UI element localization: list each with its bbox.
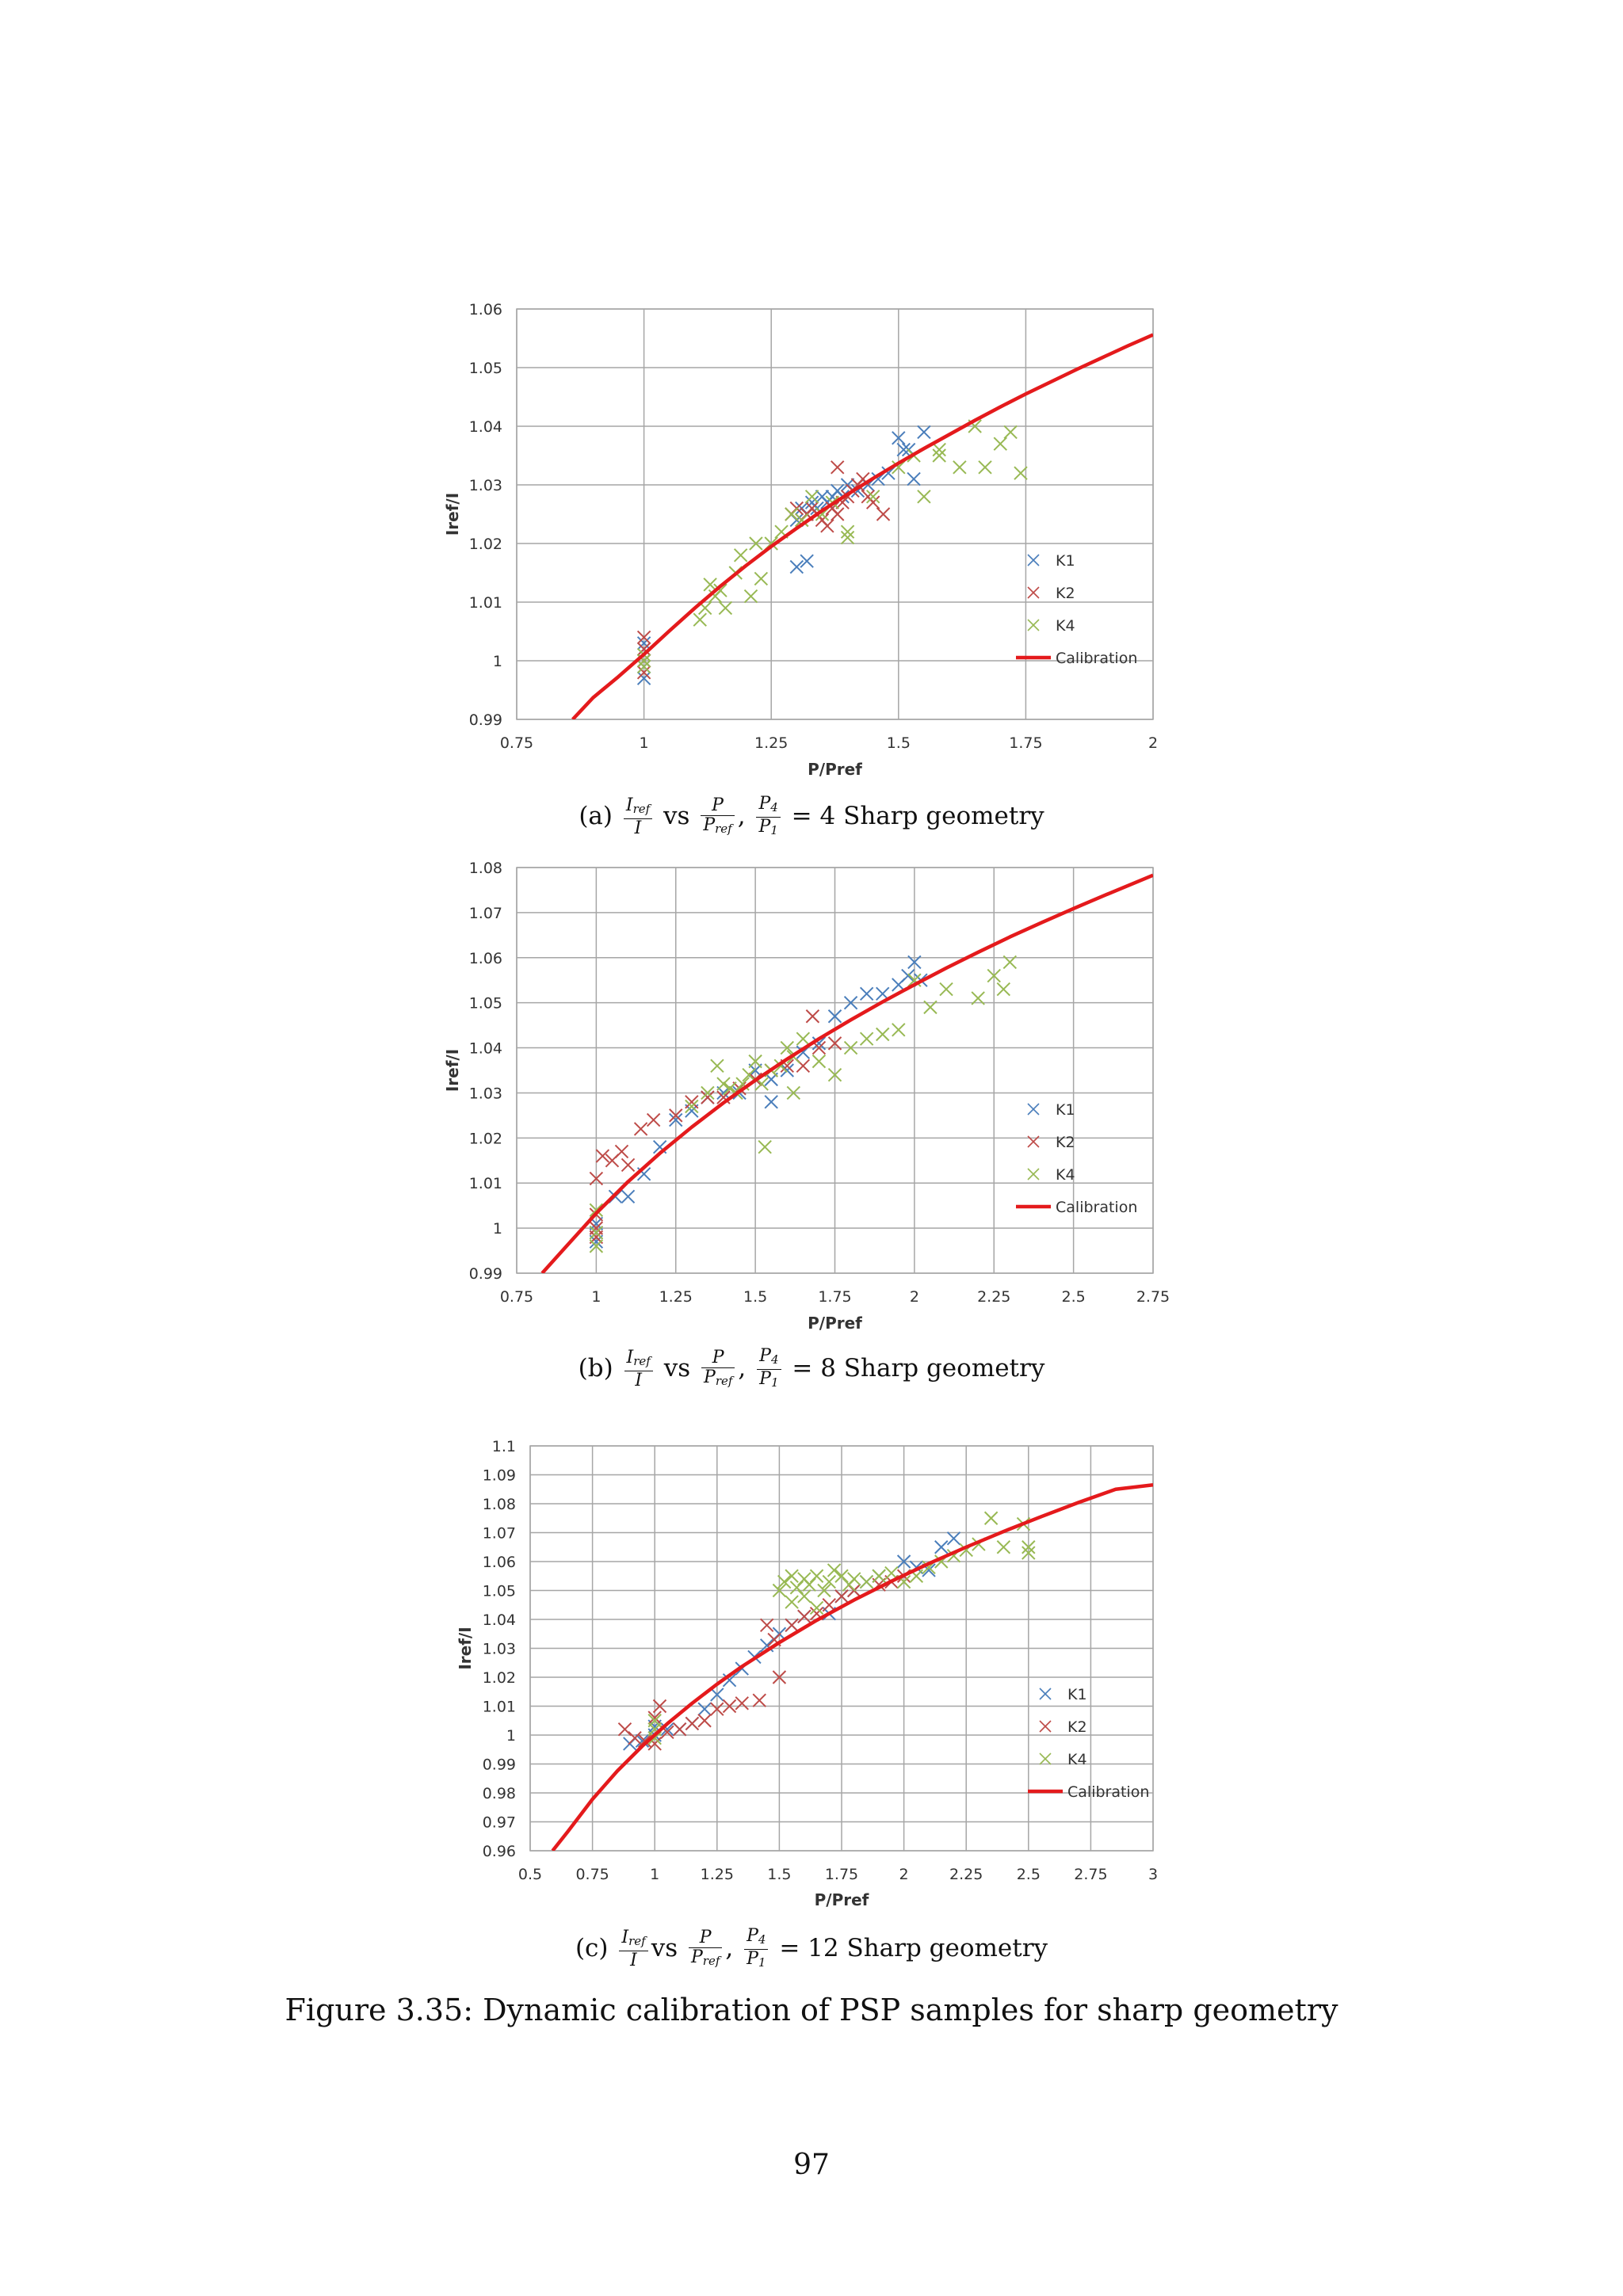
caption-text: = 8 Sharp geometry bbox=[792, 1354, 1045, 1383]
legend-label: K4 bbox=[1056, 617, 1075, 635]
caption-c: (c) $\frac{I_{ref}}{I}$ vs $\frac{P}{P_{ref}}$ , $\frac{P_4}{P_1}$ = 12 Sharp geometry bbox=[575, 1926, 1048, 1970]
y-tick-label: 1.02 bbox=[468, 536, 502, 553]
caption-label: (c) bbox=[575, 1934, 609, 1962]
y-tick-label: 1 bbox=[506, 1727, 516, 1745]
vs-text: vs bbox=[663, 802, 690, 830]
y-tick-label: 0.99 bbox=[468, 711, 502, 729]
caption-label: (b) bbox=[578, 1354, 613, 1383]
caption-label: (a) bbox=[579, 802, 613, 830]
fraction: $\frac{P_4}{P_1}$ bbox=[757, 1347, 781, 1392]
y-tick-label: 0.99 bbox=[468, 1265, 502, 1283]
y-axis-label: Iref/I bbox=[443, 492, 462, 536]
x-tick-label: 1.25 bbox=[659, 1288, 693, 1306]
legend-label: K4 bbox=[1067, 1751, 1087, 1768]
caption-b: (b) $\frac{I_{ref}}{I}$ vs $\frac{P}{P_{ref}}$ , $\frac{P_4}{P_1}$ = 8 Sharp geometry bbox=[578, 1346, 1045, 1390]
caption-a: (a) $\frac{I_{ref}}{I}$ vs $\frac{P}{P_{ref}}$ , $\frac{P_4}{P_1}$ = 4 Sharp geometry bbox=[579, 794, 1044, 838]
caption-text: = 4 Sharp geometry bbox=[791, 802, 1044, 830]
x-tick-label: 2.5 bbox=[1016, 1866, 1041, 1883]
x-tick-label: 0.5 bbox=[517, 1866, 543, 1883]
y-tick-label: 1.05 bbox=[468, 360, 502, 377]
y-tick-label: 1.04 bbox=[468, 418, 502, 436]
x-tick-label: 2 bbox=[1148, 734, 1159, 752]
x-tick-label: 1.5 bbox=[743, 1288, 768, 1306]
legend-label: K1 bbox=[1056, 1101, 1075, 1119]
fraction: $\frac{P_4}{P_1}$ bbox=[756, 795, 780, 840]
legend-label: K1 bbox=[1056, 552, 1075, 570]
x-tick-label: 0.75 bbox=[499, 734, 534, 752]
fraction: $\frac{I_{ref}}{I}$ bbox=[619, 1928, 647, 1970]
x-tick-label: 1.75 bbox=[818, 1288, 852, 1306]
vs-text: vs bbox=[651, 1934, 678, 1962]
fraction: $\frac{P_4}{P_1}$ bbox=[744, 1927, 768, 1972]
y-tick-label: 1.08 bbox=[468, 860, 502, 877]
x-tick-label: 2 bbox=[909, 1288, 919, 1306]
y-tick-label: 1.03 bbox=[468, 477, 502, 494]
y-tick-label: 1.03 bbox=[468, 1085, 502, 1103]
fraction: $\frac{P}{P_{ref}}$ bbox=[701, 796, 734, 838]
x-tick-label: 1.5 bbox=[886, 734, 911, 752]
y-tick-label: 1.02 bbox=[482, 1669, 516, 1687]
legend-label: K2 bbox=[1056, 585, 1075, 602]
x-axis-label: P/Pref bbox=[808, 760, 862, 779]
x-axis-label: P/Pref bbox=[808, 1314, 862, 1333]
legend-label: K2 bbox=[1056, 1134, 1075, 1151]
figure-caption: Figure 3.35: Dynamic calibration of PSP samples for sharp geometry bbox=[285, 1993, 1338, 2027]
x-tick-label: 1 bbox=[650, 1866, 660, 1883]
x-tick-label: 0.75 bbox=[499, 1288, 534, 1306]
x-tick-label: 2.5 bbox=[1061, 1288, 1086, 1306]
x-tick-label: 2 bbox=[899, 1866, 909, 1883]
y-tick-label: 1.02 bbox=[468, 1130, 502, 1148]
caption-text: = 12 Sharp geometry bbox=[779, 1934, 1048, 1962]
vs-text: vs bbox=[663, 1354, 691, 1383]
y-tick-label: 1.03 bbox=[482, 1640, 516, 1658]
y-tick-label: 1.06 bbox=[468, 301, 502, 318]
y-tick-label: 1.01 bbox=[468, 594, 502, 612]
fraction: $\frac{I_{ref}}{I}$ bbox=[624, 796, 652, 838]
x-tick-label: 1.25 bbox=[700, 1866, 734, 1883]
y-tick-label: 0.98 bbox=[482, 1785, 516, 1802]
x-tick-label: 2.25 bbox=[977, 1288, 1011, 1306]
page-number: 97 bbox=[793, 2149, 830, 2181]
x-tick-label: 2.75 bbox=[1074, 1866, 1108, 1883]
x-axis-label: P/Pref bbox=[814, 1890, 869, 1909]
legend-label: Calibration bbox=[1056, 650, 1138, 667]
y-axis-label: Iref/I bbox=[443, 1048, 462, 1093]
y-tick-label: 1.01 bbox=[468, 1175, 502, 1193]
fraction: $\frac{P}{P_{ref}}$ bbox=[689, 1928, 722, 1970]
x-tick-label: 1.5 bbox=[767, 1866, 792, 1883]
y-tick-label: 1.05 bbox=[482, 1582, 516, 1600]
x-tick-label: 2.25 bbox=[949, 1866, 983, 1883]
y-tick-label: 1.07 bbox=[482, 1524, 516, 1543]
y-tick-label: 0.96 bbox=[482, 1843, 516, 1860]
y-tick-label: 1 bbox=[492, 653, 502, 670]
y-tick-label: 1 bbox=[492, 1220, 502, 1238]
legend-label: Calibration bbox=[1067, 1783, 1150, 1801]
fraction: $\frac{I_{ref}}{I}$ bbox=[624, 1348, 653, 1390]
x-tick-label: 2.75 bbox=[1136, 1288, 1170, 1306]
y-tick-label: 1.08 bbox=[482, 1496, 516, 1513]
x-tick-label: 1.25 bbox=[754, 734, 789, 752]
y-tick-label: 1.01 bbox=[482, 1698, 516, 1716]
y-tick-label: 1.07 bbox=[468, 904, 502, 922]
y-tick-label: 1.06 bbox=[468, 949, 502, 967]
y-tick-label: 1.04 bbox=[468, 1039, 502, 1058]
x-tick-label: 1.75 bbox=[824, 1866, 859, 1883]
legend-label: K4 bbox=[1056, 1166, 1075, 1184]
fraction: $\frac{P}{P_{ref}}$ bbox=[701, 1348, 735, 1390]
x-tick-label: 3 bbox=[1148, 1866, 1159, 1883]
y-tick-label: 1.1 bbox=[491, 1438, 516, 1455]
legend-label: K2 bbox=[1067, 1718, 1087, 1736]
x-tick-label: 1 bbox=[591, 1288, 601, 1306]
x-tick-label: 1.75 bbox=[1009, 734, 1043, 752]
y-tick-label: 0.97 bbox=[482, 1814, 516, 1832]
y-tick-label: 1.06 bbox=[482, 1554, 516, 1571]
y-tick-label: 1.05 bbox=[468, 994, 502, 1013]
y-tick-label: 1.04 bbox=[482, 1611, 516, 1629]
y-tick-label: 1.09 bbox=[482, 1466, 516, 1485]
x-tick-label: 0.75 bbox=[575, 1866, 609, 1883]
legend-label: K1 bbox=[1067, 1686, 1087, 1703]
y-tick-label: 0.99 bbox=[482, 1756, 516, 1774]
legend-label: Calibration bbox=[1056, 1199, 1138, 1216]
x-tick-label: 1 bbox=[639, 734, 649, 752]
y-axis-label: Iref/I bbox=[456, 1627, 475, 1670]
